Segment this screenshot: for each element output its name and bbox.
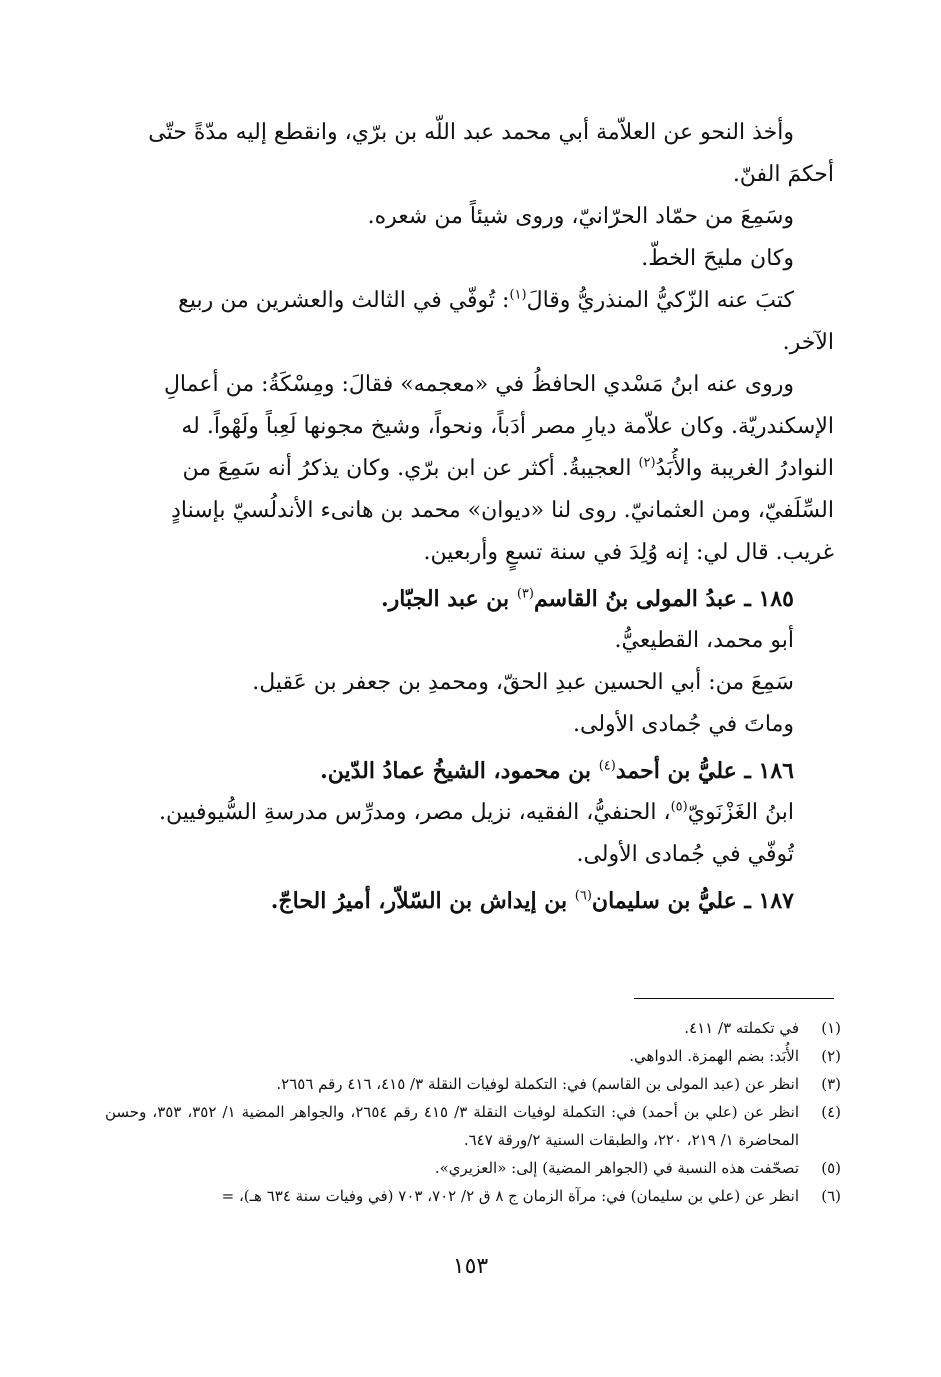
entry-186-line-1-b: ، الحنفيُّ، الفقيه، نزيل مصر، ومدرِّس مدرسةِ السُّيوفيين. <box>158 800 671 825</box>
entry-186-line-1-a: ابنُ الغَزْنَويّ <box>687 800 794 825</box>
paragraph-4-line-1 <box>112 280 794 322</box>
footnote-4-text: انظر عن (علي بن أحمد) في: التكملة لوفيات النقلة ٣/ ٤١٥ رقم ٢٦٥٤، والجواهر المضية ١/ ٣٥٢، ٣٥٣، وحسن المحاضرة ١/ ٢١٩، ٢٢٠، والطبقات السنية ٢/ورقة ٦٤٧. <box>105 1103 799 1149</box>
entry-187-heading-a: ١٨٧ ـ عليُّ بن سليمان <box>591 888 794 914</box>
paragraph-4-text-b: : تُوفّي في الثالث والعشرين من ربيع <box>178 288 510 313</box>
main-text <box>112 112 834 922</box>
paragraph-1-line-2: أحكمَ الفنّ. <box>732 162 834 187</box>
footnote-5-number: (٥) <box>821 1159 841 1177</box>
footnote-1 <box>105 1014 841 1042</box>
paragraph-5-continued <box>112 406 834 574</box>
footnote-ref-5: (٥) <box>670 799 688 815</box>
entry-186-line-1 <box>112 792 834 834</box>
paragraph-3 <box>112 238 834 280</box>
paragraph-5-text-b: العجيبةُ. أكثر عن ابن برّي. وكان يذكرُ أنه سَمِعَ من <box>182 456 639 481</box>
footnote-2-text: الأُبَد: بضم الهمزة. الدواهي. <box>629 1047 799 1065</box>
entry-186-heading-b: بن محمود، الشيخُ عمادُ الدّين. <box>320 758 599 784</box>
footnotes <box>105 1014 841 1210</box>
page-number: ١٥٣ <box>452 1254 489 1279</box>
paragraph-5-line-3 <box>112 448 834 490</box>
paragraph-2-text: وسَمِعَ من حمّاد الحرّانيّ، وروى شيئاً من شعره. <box>367 204 794 229</box>
entry-186-line-2-text: تُوفّي في جُمادى الأولى. <box>576 842 794 867</box>
footnote-ref-3: (٣) <box>516 586 534 602</box>
footnote-ref-2: (٢) <box>638 455 656 471</box>
entry-185-line-1-text: أبو محمد، القطيعيُّ. <box>614 628 794 653</box>
paragraph-4-text-a: كتبَ عنه الزّكيُّ المنذريُّ وقالَ <box>526 288 794 313</box>
entry-185-heading-a: ١٨٥ ـ عبدُ المولى بنُ القاسم <box>533 586 794 612</box>
entry-186-line-1-text <box>112 792 794 834</box>
paragraph-5-line-1: وروى عنه ابنُ مَسْدي الحافظُ في «معجمه» فقالَ: ومِسْكَةُ: من أعمالِ <box>163 372 794 397</box>
footnote-ref-6: (٦) <box>574 888 592 904</box>
paragraph-4-line-2: الآخر. <box>782 330 834 355</box>
entry-185-line-1 <box>112 620 834 662</box>
paragraph-4 <box>112 280 834 322</box>
footnote-2-number: (٢) <box>821 1047 841 1065</box>
entry-185-line-3 <box>112 704 834 746</box>
footnote-3-text: انظر عن (عبد المولى بن القاسم) في: التكملة لوفيات النقلة ٣/ ٤١٥، ٤١٦ رقم ٢٦٥٦. <box>276 1075 799 1093</box>
entry-185-heading-b: بن عبد الجبّار. <box>381 586 517 612</box>
paragraph-5-line-4: السِّلَفيّ، ومن العثمانيّ. روى لنا «ديوان» محمد بن هانىء الأندلُسيّ بإسنادٍ <box>171 498 834 523</box>
footnote-4-number: (٤) <box>821 1103 841 1121</box>
entry-187-heading-line <box>112 880 794 922</box>
footnote-5-text: تصحّفت هذه النسبة في (الجواهر المضية) إلى: «العزيري». <box>434 1159 799 1177</box>
footnote-1-number: (١) <box>821 1019 841 1037</box>
paragraph-1-continued <box>112 154 834 196</box>
paragraph-5 <box>112 364 834 406</box>
entry-185-line-2-text: سَمِعَ من: أبي الحسين عبدِ الحقّ، ومحمدِ بن جعفر بن عَقيل. <box>252 670 794 695</box>
paragraph-1 <box>112 112 834 154</box>
entry-186-heading-a: ١٨٦ ـ عليُّ بن أحمد <box>615 758 794 784</box>
paragraph-2 <box>112 196 834 238</box>
footnote-ref-1: (١) <box>509 287 527 303</box>
footnote-4 <box>105 1098 841 1154</box>
footnote-5 <box>105 1154 841 1182</box>
entry-185-line-2 <box>112 662 834 704</box>
footnote-6 <box>105 1182 841 1210</box>
paragraph-4-continued <box>112 322 834 364</box>
footnote-1-text: في تكملته ٣/ ٤١١. <box>684 1019 799 1037</box>
footnote-3-number: (٣) <box>821 1075 841 1093</box>
paragraph-1-line-1: وأخذ النحو عن العلاّمة أبي محمد عبد اللّه بن برّي، وانقطع إليه مدّةً حتّى <box>148 120 794 145</box>
footnote-6-number: (٦) <box>821 1187 841 1205</box>
paragraph-5-text-a: النوادرُ الغريبة والأُبَدُ <box>655 456 834 481</box>
entry-186-line-2 <box>112 834 834 876</box>
footnote-2 <box>105 1042 841 1070</box>
footnote-6-text: انظر عن (علي بن سليمان) في: مرآة الزمان ج ٨ ق ٢/ ٧٠٢، ٧٠٣ (في وفيات سنة ٦٣٤ هـ)، = <box>221 1187 799 1205</box>
footnote-ref-4: (٤) <box>598 758 616 774</box>
paragraph-5-line-2: الإسكندريّة. وكان علاّمة ديارِ مصر أدَباً، ونحواً، وشيخ مجونها لَعِباً ولَهْواً. له <box>181 414 834 439</box>
entry-187-heading <box>112 880 834 922</box>
footnote-divider <box>634 998 834 999</box>
entry-187-heading-b: بن إيداش بن السّلاّر، أميرُ الحاجّ. <box>270 888 575 914</box>
entry-185-heading-line <box>112 578 794 620</box>
entry-185-heading <box>112 578 834 620</box>
paragraph-5-line-5: غريب. قال لي: إنه وُلِدَ في سنة تسعٍ وأربعين. <box>423 540 834 565</box>
entry-185-line-3-text: وماتَ في جُمادى الأولى. <box>572 712 794 737</box>
footnote-3 <box>105 1070 841 1098</box>
entry-186-heading-line <box>112 750 794 792</box>
entry-186-heading <box>112 750 834 792</box>
paragraph-3-text: وكان مليحَ الخطّ. <box>641 246 794 271</box>
